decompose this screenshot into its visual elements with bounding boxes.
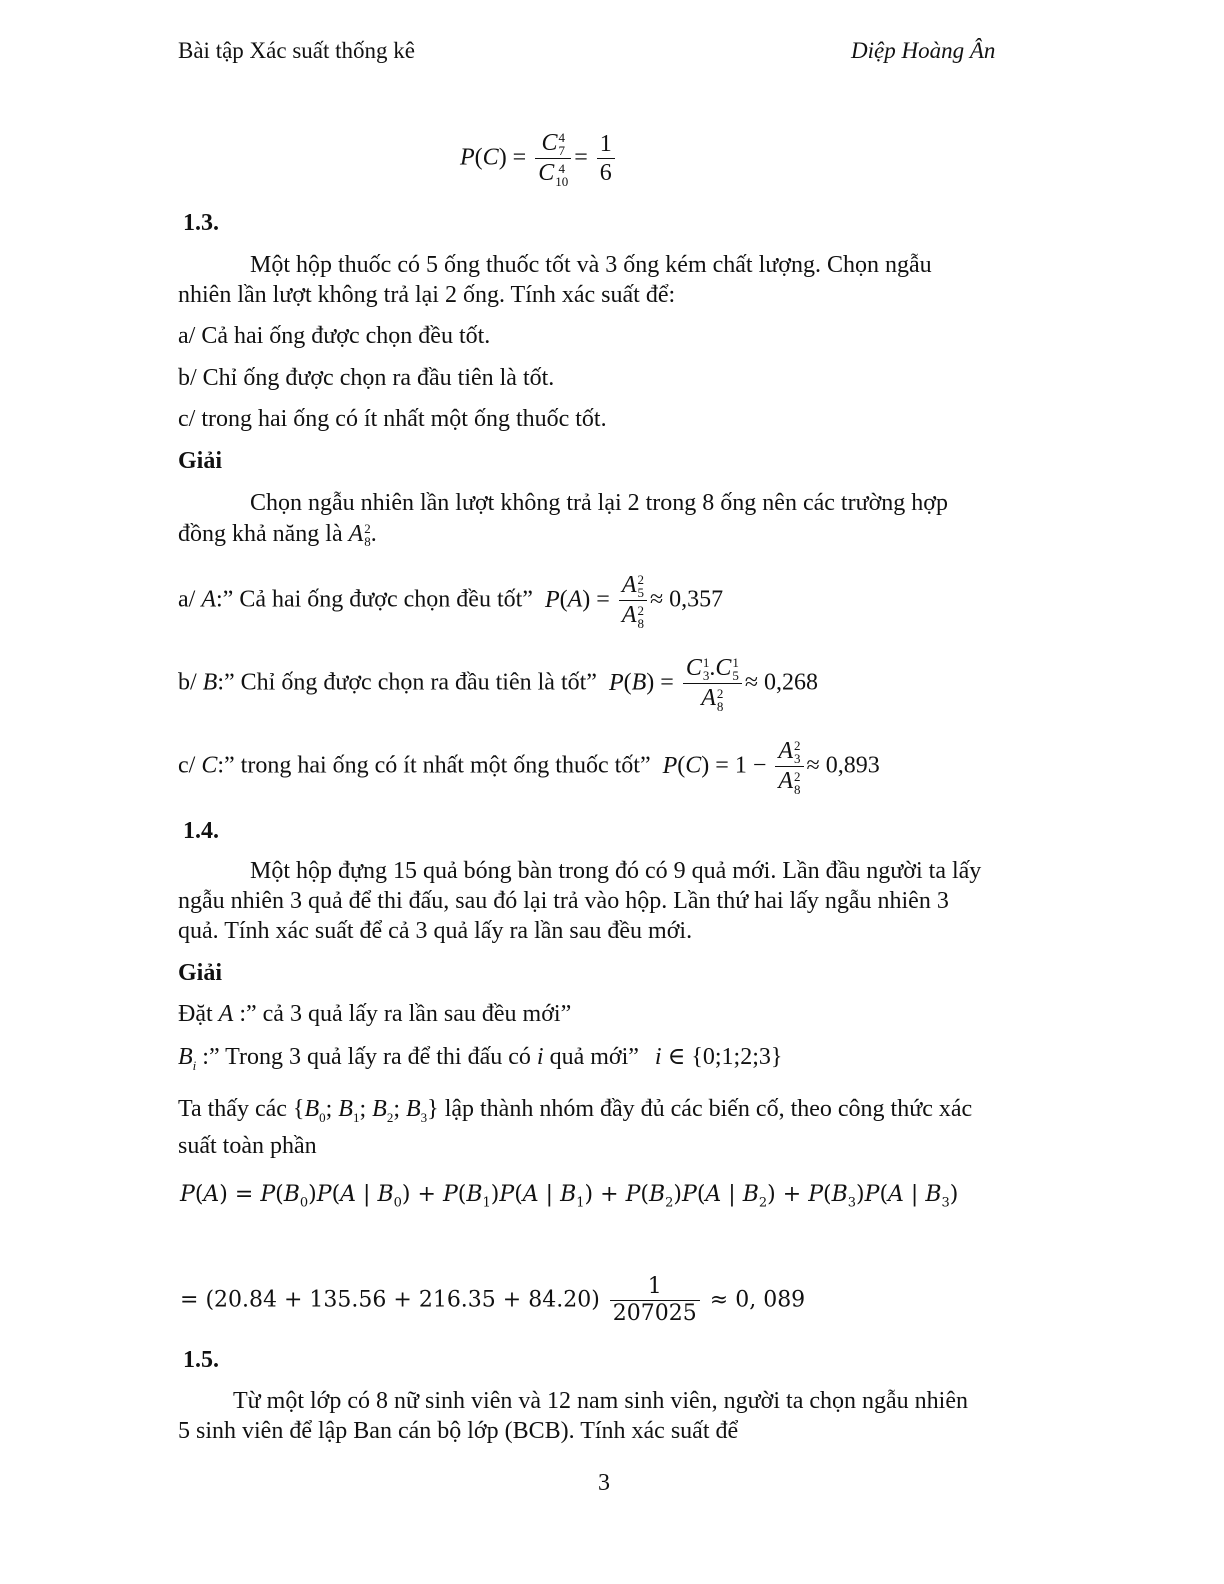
s14-solution-heading: Giải <box>178 960 223 986</box>
section-title-1-5: 1.5. <box>183 1347 219 1373</box>
s14-problem-line2: ngẫu nhiên 3 quả để thi đấu, sau đó lại trả vào hộp. Lần thứ hai lấy ngẫu nhiên 3 <box>178 888 949 914</box>
s13-problem-line1: Một hộp thuốc có 5 ống thuốc tốt và 3 ống kém chất lượng. Chọn ngẫu <box>250 252 932 278</box>
header-author: Diệp Hoàng Ân <box>851 38 996 63</box>
s13-answer-b: b/ B:” Chỉ ống được chọn ra đầu tiên là tốt” P(B) = C 1 3 .C 1 5 A 2 8 ≈ 0,268 <box>178 655 819 714</box>
s14-define-a: Đặt A :” cả 3 quả lấy ra lần sau đều mới” <box>178 1001 572 1027</box>
formula-p-c: P(C) = C 4 7 C 4 10 = $\frac{1}{6}$ <box>460 130 618 188</box>
s13-solution-line2: đồng khả năng là A 2 8 . <box>178 521 377 550</box>
s14-total-probability-result: = (20.84 + 135.56 + 216.35 + 84.20) $\frac{1}{207025}$ ≈ 0, 089 <box>180 1274 806 1327</box>
s14-define-b: $B_i$ :” Trong 3 quả lấy ra để thi đấu có i quả mới” i ∈ {0;1;2;3} <box>178 1044 783 1073</box>
s13-solution-line1: Chọn ngẫu nhiên lần lượt không trả lại 2 trong 8 ống nên các trường hợp <box>250 490 948 516</box>
page-number: 3 <box>598 1470 610 1496</box>
s13-solution-heading: Giải <box>178 448 223 474</box>
s14-partition-line1: Ta thấy các {$B_0$; $B_1$; $B_2$; $B_3$} lập thành nhóm đầy đủ các biến cố, theo công thức xác <box>178 1096 973 1125</box>
s13-question-c: c/ trong hai ống có ít nhất một ống thuốc tốt. <box>178 406 607 432</box>
s15-problem-line2: 5 sinh viên để lập Ban cán bộ lớp (BCB). Tính xác suất để <box>178 1418 739 1444</box>
s13-question-a: a/ Cả hai ống được chọn đều tốt. <box>178 323 491 349</box>
s13-question-b: b/ Chỉ ống được chọn ra đầu tiên là tốt. <box>178 365 555 391</box>
s13-answer-c: c/ C:” trong hai ống có ít nhất một ống thuốc tốt” P(C) = 1 − A 2 3 A 2 8 ≈ 0,893 <box>178 738 880 797</box>
header-title: Bài tập Xác suất thống kê <box>178 38 415 63</box>
section-title-1-4: 1.4. <box>183 818 219 844</box>
s13-problem-line2: nhiên lần lượt không trả lại 2 ống. Tính xác suất để: <box>178 282 676 308</box>
s14-total-probability-formula: $P(A) = P(B_0)P(A$ | $B_0) + P(B_1)P(A$ | $B_1) + P(B_2)P(A$ | $B_2) + P(B_3)P(A$ | $B_3$) <box>180 1182 959 1211</box>
s13-answer-a: a/ A:” Cả hai ống được chọn đều tốt” P(A) = A 2 5 A 2 8 ≈ 0,357 <box>178 572 724 631</box>
s14-problem-line1: Một hộp đựng 15 quả bóng bàn trong đó có 9 quả mới. Lần đầu người ta lấy <box>250 858 982 884</box>
s15-problem-line1: Từ một lớp có 8 nữ sinh viên và 12 nam sinh viên, người ta chọn ngẫu nhiên <box>233 1388 968 1414</box>
s14-partition-line2: suất toàn phần <box>178 1133 317 1159</box>
section-title-1-3: 1.3. <box>183 210 219 236</box>
s14-problem-line3: quả. Tính xác suất để cả 3 quả lấy ra lần sau đều mới. <box>178 918 693 944</box>
